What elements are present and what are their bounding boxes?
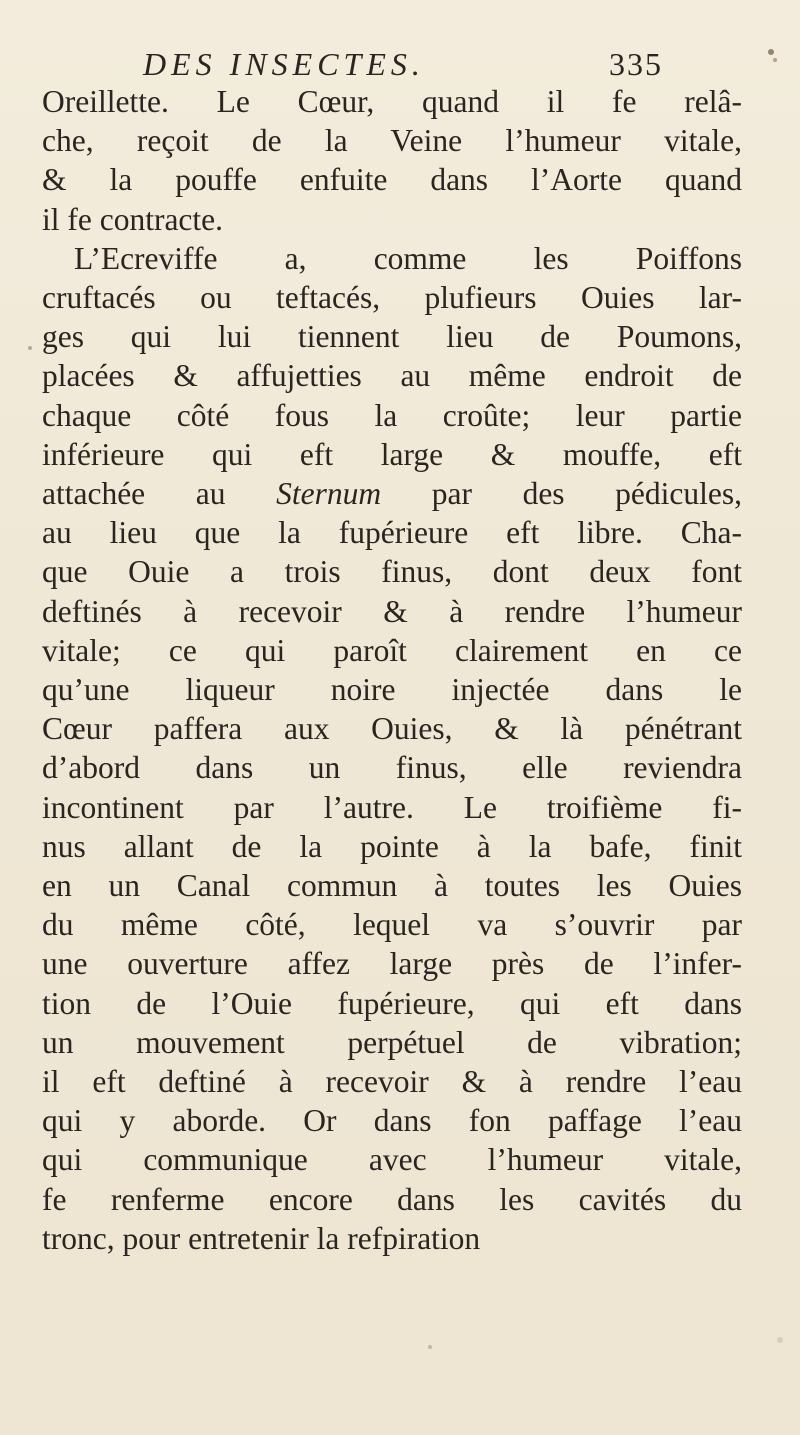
text-line: [42, 866, 742, 905]
text-segment: deftinés à recevoir & à rendre l’humeur: [42, 593, 742, 629]
text-line: [42, 82, 742, 121]
text-segment: qui communique avec l’humeur vitale,: [42, 1142, 742, 1178]
text-line: [42, 278, 742, 317]
text-segment: tion de l’Ouie fupérieure, qui eft dans: [42, 985, 742, 1021]
text-line: [42, 748, 742, 787]
text-line: [42, 200, 742, 239]
text-segment: ges qui lui tiennent lieu de Poumons,: [42, 319, 742, 355]
text-line: [42, 1023, 742, 1062]
ink-speck: [428, 1345, 432, 1349]
body-text: [42, 82, 742, 1258]
text-segment: qu’une liqueur noire injectée dans le: [42, 672, 742, 708]
text-segment: du même côté, lequel va s’ouvrir par: [42, 907, 742, 943]
ink-speck: [777, 1337, 783, 1343]
text-line: [42, 121, 742, 160]
text-segment: attachée au: [42, 476, 277, 512]
text-segment: vitale; ce qui paroît clairement en ce: [42, 632, 742, 668]
text-line: [42, 1140, 742, 1179]
text-line: [42, 1101, 742, 1140]
text-segment: incontinent par l’autre. Le troifième fi-: [42, 789, 742, 825]
text-line: [42, 592, 742, 631]
text-segment: che, reçoit de la Veine l’humeur vitale,: [42, 123, 742, 159]
text-line: [42, 396, 742, 435]
text-segment: que Ouie a trois finus, dont deux font: [42, 554, 742, 590]
text-line: [42, 709, 742, 748]
text-line: [42, 239, 742, 278]
page-header: [143, 46, 663, 86]
ink-speck: [773, 58, 777, 62]
text-segment: & la pouffe enfuite dans l’Aorte quand: [42, 162, 742, 198]
text-line: [42, 944, 742, 983]
text-line: [42, 670, 742, 709]
text-segment: L’Ecreviffe a, comme les Poiffons: [74, 240, 742, 276]
text-segment: au lieu que la fupérieure eft libre. Cha-: [42, 515, 742, 551]
text-segment: Cœur paffera aux Ouies, & là pénétrant: [42, 711, 742, 747]
text-line: [42, 474, 742, 513]
text-segment: tronc, pour entretenir la refpiration: [42, 1220, 481, 1256]
text-segment: cruftacés ou teftacés, plufieurs Ouies lar-: [42, 280, 742, 316]
italic-term: Sternum: [276, 476, 382, 512]
text-segment: inférieure qui eft large & mouffe, eft: [42, 436, 742, 472]
text-segment: qui y aborde. Or dans fon paffage l’eau: [42, 1103, 742, 1139]
text-line: [42, 552, 742, 591]
text-segment: il fe contracte.: [42, 201, 224, 237]
text-segment: d’abord dans un finus, elle reviendra: [42, 750, 742, 786]
text-line: [42, 788, 742, 827]
text-segment: Oreillette. Le Cœur, quand il fe relâ-: [42, 84, 742, 119]
ink-speck: [28, 346, 32, 350]
text-line: [42, 827, 742, 866]
text-line: [42, 984, 742, 1023]
text-line: [42, 631, 742, 670]
text-segment: fe renferme encore dans les cavités du: [42, 1181, 742, 1217]
text-segment: il eft deftiné à recevoir & à rendre l’eau: [42, 1064, 742, 1100]
text-line: [42, 1062, 742, 1101]
text-line: [42, 513, 742, 552]
text-line: [42, 160, 742, 199]
text-segment: nus allant de la pointe à la bafe, finit: [42, 828, 742, 864]
text-segment: chaque côté fous la croûte; leur partie: [42, 397, 742, 433]
text-segment: par des pédicules,: [381, 476, 743, 512]
text-line: [42, 1180, 742, 1219]
text-line: [42, 317, 742, 356]
text-line: [42, 1219, 742, 1258]
text-line: [42, 905, 742, 944]
text-line: [42, 435, 742, 474]
text-segment: un mouvement perpétuel de vibration;: [42, 1024, 742, 1060]
text-segment: en un Canal commun à toutes les Ouies: [42, 868, 742, 904]
text-segment: une ouverture affez large près de l’infer-: [42, 946, 742, 982]
text-segment: placées & affujetties au même endroit de: [42, 358, 742, 394]
text-line: [42, 356, 742, 395]
ink-speck: [768, 49, 774, 55]
page-number: 335: [609, 46, 663, 82]
running-title: DES INSECTES.: [143, 46, 425, 82]
